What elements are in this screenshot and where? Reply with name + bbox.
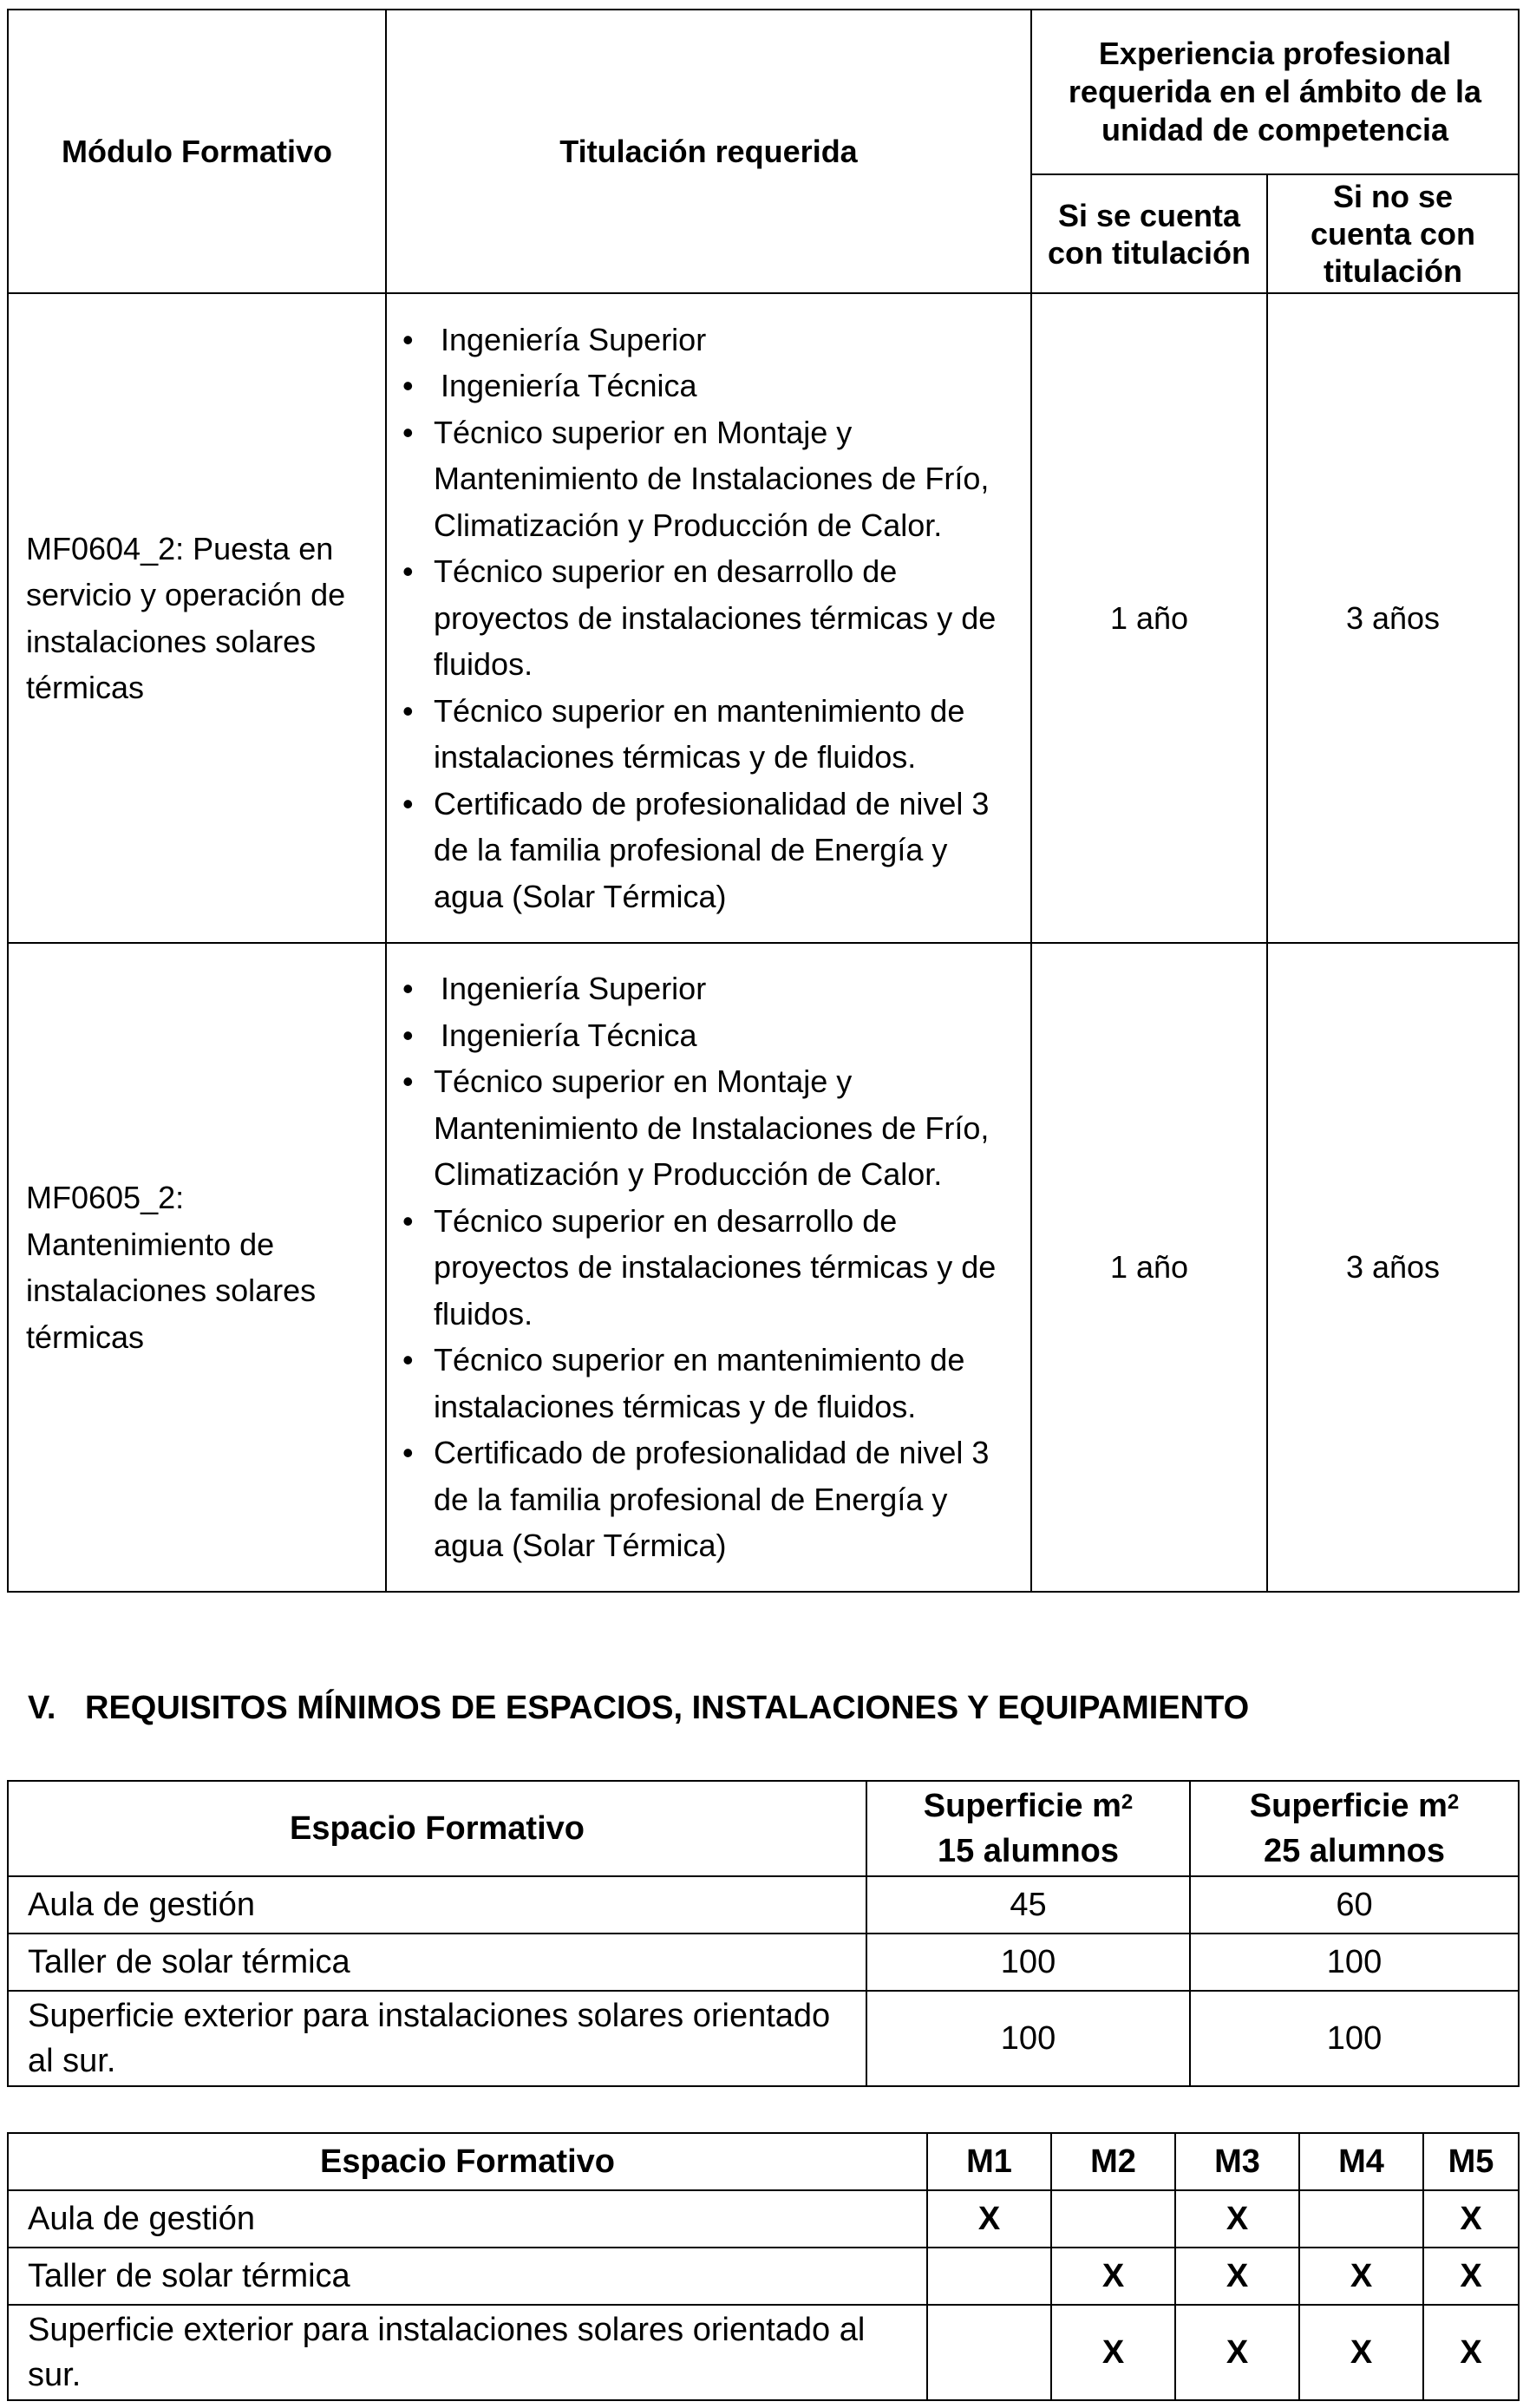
table-row — [8, 1876, 1519, 1934]
surface-15: 100 — [866, 1934, 1190, 1991]
module-mark: X — [1051, 2305, 1175, 2400]
module-mark: X — [1423, 2305, 1519, 2400]
space-name: Taller de solar térmica — [8, 2248, 927, 2305]
module-mark — [927, 2305, 1051, 2400]
list-item: • Técnico superior en mantenimiento de instalaciones térmicas y de fluidos. — [387, 688, 1015, 781]
header-m5: M5 — [1423, 2133, 1519, 2190]
header-espacio: Espacio Formativo — [8, 1781, 866, 1876]
list-item: • Técnico superior en mantenimiento de instalaciones térmicas y de fluidos. — [387, 1337, 1015, 1430]
table-row — [8, 1934, 1519, 1991]
space-module-matrix — [7, 2132, 1520, 2401]
qualification-requirements-table — [7, 9, 1520, 1593]
header-titulacion: Titulación requerida — [386, 10, 1031, 293]
module-mark — [1299, 2190, 1423, 2248]
surface-15: 100 — [866, 1991, 1190, 2086]
header-m2: M2 — [1051, 2133, 1175, 2190]
titulacion-list — [387, 317, 1015, 920]
surface-15: 45 — [866, 1876, 1190, 1934]
list-item: • Ingeniería Técnica — [387, 1012, 1015, 1059]
titulacion-cell — [386, 293, 1031, 943]
header-superficie-label: Superficie m — [923, 1788, 1121, 1824]
module-mark — [1051, 2190, 1175, 2248]
module-mark: X — [1299, 2305, 1423, 2400]
module-mark: X — [927, 2190, 1051, 2248]
module-mark: X — [1175, 2248, 1299, 2305]
list-item: • Certificado de profesionalidad de nivel 3 de la familia profesional de Energía y agua (Solar Térmica) — [387, 781, 1015, 920]
superscript: 2 — [1121, 1790, 1134, 1814]
table-row — [8, 943, 1519, 1592]
module-mark: X — [1175, 2305, 1299, 2400]
header-alumnos-label: 25 alumnos — [1263, 1833, 1446, 1869]
titulacion-list — [387, 965, 1015, 1569]
list-item: • Técnico superior en desarrollo de proyectos de instalaciones térmicas y de fluidos. — [387, 548, 1015, 688]
list-item: • Ingeniería Superior — [387, 965, 1015, 1012]
module-cell: MF0604_2: Puesta en servicio y operación de instalaciones solares térmicas — [8, 293, 386, 943]
header-experiencia: Experiencia profesional requerida en el ámbito de la unidad de competencia — [1031, 10, 1519, 174]
header-m1: M1 — [927, 2133, 1051, 2190]
space-name: Aula de gestión — [8, 2190, 927, 2248]
list-item: • Técnico superior en Montaje y Mantenimiento de Instalaciones de Frío, Climatización y Producción de Calor. — [387, 1058, 1015, 1198]
surface-25: 100 — [1190, 1934, 1519, 1991]
space-name: Superficie exterior para instalaciones solares orientado al sur. — [8, 2305, 927, 2400]
header-con-titulacion: Si se cuenta con titulación — [1031, 174, 1267, 293]
header-m3: M3 — [1175, 2133, 1299, 2190]
table-row — [8, 1991, 1519, 2086]
module-mark: X — [1175, 2190, 1299, 2248]
list-item: • Técnico superior en Montaje y Mantenimiento de Instalaciones de Frío, Climatización y Producción de Calor. — [387, 409, 1015, 549]
header-alumnos-label: 15 alumnos — [937, 1833, 1120, 1869]
space-name: Taller de solar térmica — [8, 1934, 866, 1991]
section-title: REQUISITOS MÍNIMOS DE ESPACIOS, INSTALACIONES Y EQUIPAMIENTO — [85, 1690, 1250, 1726]
space-name: Superficie exterior para instalaciones solares orientado al sur. — [8, 1991, 866, 2086]
header-m4: M4 — [1299, 2133, 1423, 2190]
surface-25: 100 — [1190, 1991, 1519, 2086]
table-row — [8, 2190, 1519, 2248]
experience-without-title: 3 años — [1267, 943, 1519, 1592]
table-row — [8, 2248, 1519, 2305]
experience-with-title: 1 año — [1031, 293, 1267, 943]
module-mark: X — [1051, 2248, 1175, 2305]
module-mark: X — [1423, 2190, 1519, 2248]
header-espacio: Espacio Formativo — [8, 2133, 927, 2190]
module-mark: X — [1423, 2248, 1519, 2305]
section-number: V. — [28, 1690, 56, 1726]
table-row — [8, 293, 1519, 943]
titulacion-cell — [386, 943, 1031, 1592]
surface-25: 60 — [1190, 1876, 1519, 1934]
header-superficie-15 — [866, 1781, 1190, 1876]
header-modulo: Módulo Formativo — [8, 10, 386, 293]
superscript: 2 — [1447, 1790, 1460, 1814]
header-superficie-25 — [1190, 1781, 1519, 1876]
header-superficie-label: Superficie m — [1249, 1788, 1448, 1824]
space-name: Aula de gestión — [8, 1876, 866, 1934]
experience-with-title: 1 año — [1031, 943, 1267, 1592]
list-item: • Ingeniería Superior — [387, 317, 1015, 363]
table-row — [8, 2305, 1519, 2400]
list-item: • Certificado de profesionalidad de nivel 3 de la familia profesional de Energía y agua (Solar Térmica) — [387, 1430, 1015, 1569]
module-mark: X — [1299, 2248, 1423, 2305]
space-surface-table — [7, 1780, 1520, 2087]
experience-without-title: 3 años — [1267, 293, 1519, 943]
section-heading — [28, 1686, 1249, 1730]
module-mark — [927, 2248, 1051, 2305]
module-cell: MF0605_2: Mantenimiento de instalaciones solares térmicas — [8, 943, 386, 1592]
list-item: • Técnico superior en desarrollo de proyectos de instalaciones térmicas y de fluidos. — [387, 1198, 1015, 1338]
header-sin-titulacion: Si no se cuenta con titulación — [1267, 174, 1519, 293]
list-item: • Ingeniería Técnica — [387, 363, 1015, 409]
